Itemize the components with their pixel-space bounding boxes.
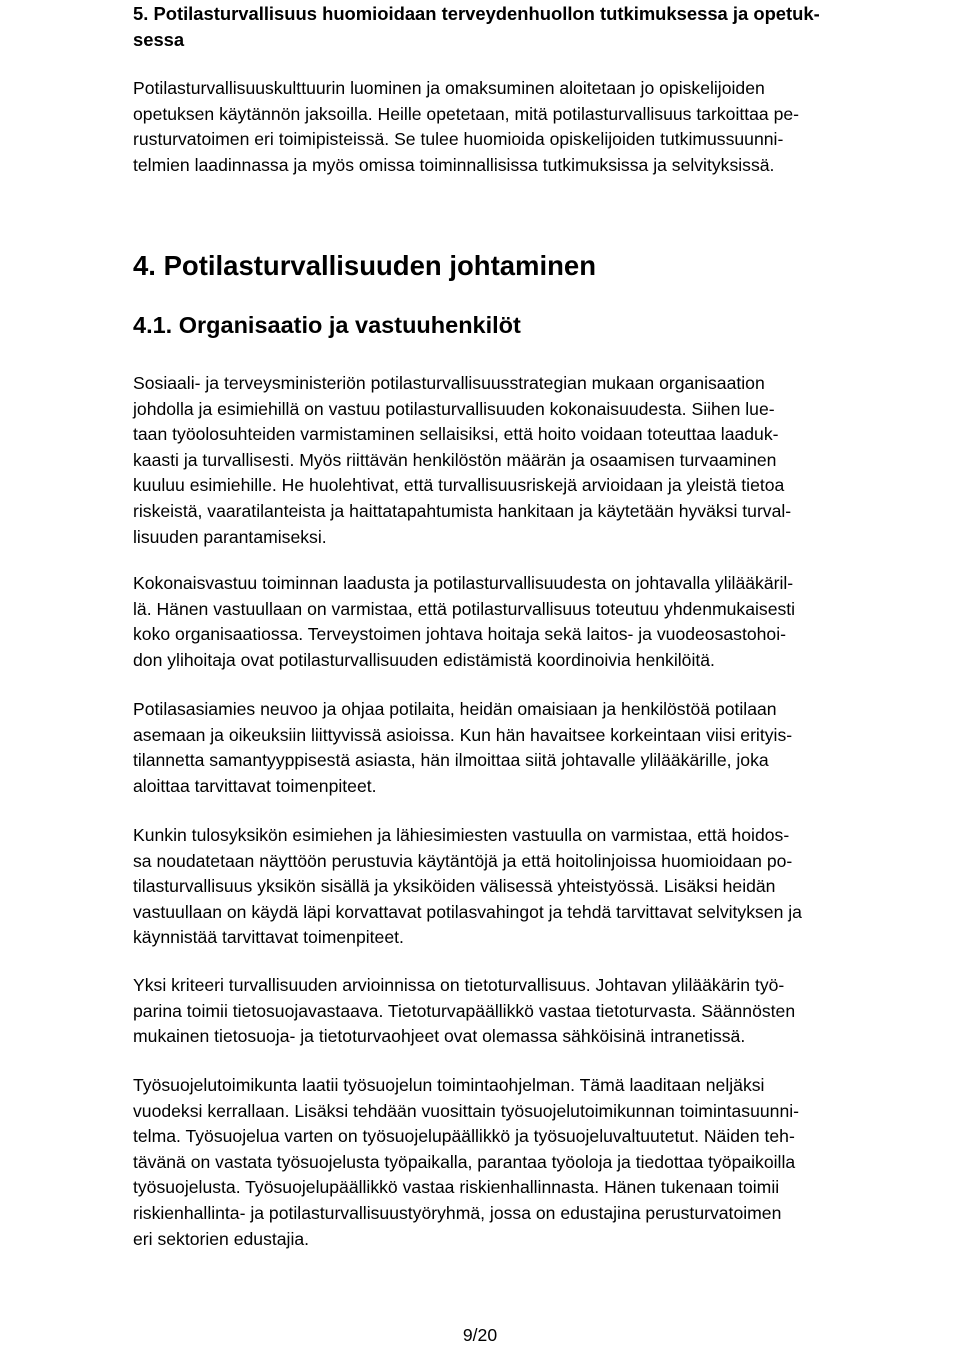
paragraph-overall-responsibility: Kokonaisvastuu toiminnan laadusta ja potilasturvallisuudesta on johtavalla ylilääkäril- lä. Hänen vastuullaan on varmistaa, että potilasturvallisuus toteutuu yhdenmukaisesti koko organisaatiossa. Terveystoimen johtava hoitaja sekä laitos- ja vuodeosastohoi- don ylihoitaja ovat potilasturvallisuuden edistämistä koordinoivia henkilöitä.: [133, 573, 796, 670]
paragraph-responsibility: Sosiaali- ja terveysministeriön potilasturvallisuusstrategian mukaan organisaation johdolla ja esimiehillä on vastuu potilasturvallisuuden kokonaisuudesta. Siihen lue- taan työolosuhteiden varmistaminen sellaisiksi, että hoito voidaan toteuttaa laaduk- kaasti ja turvallisesti. Myös riittävän henkilöstön määrän ja osaamisen turvaaminen kuuluu esimiehille. He huolehtivat, että turvallisuusriskejä arvioidaan ja yleistä tietoa riskeistä, vaaratilanteista ja haittatapahtumista hankitaan ja käytetään hyväksi turval- lisuuden parantamiseksi.: [133, 373, 792, 547]
paragraph-occupational-safety: Työsuojelutoimikunta laatii työsuojelun toimintaohjelman. Tämä laaditaan neljäksi vuodeksi kerrallaan. Lisäksi tehdään vuosittain työsuojelutoimikunnan toimintasuunni- telma. Työsuojelua varten on työsuojelupäällikkö ja työsuojeluvaltuutetut. Näiden teh- tävänä on vastata työsuojelusta työpaikalla, parantaa työoloja ja tiedottaa työpaikoilla työsuojelusta. Työsuojelupäällikkö vastaa riskienhallinnasta. Hänen tukenaan toimii riskienhallinta- ja potilasturvallisuustyöryhmä, jossa on edustajina perusturvatoimen eri sektorien edustajia.: [133, 1075, 800, 1249]
page-number: 9/20: [462, 1325, 498, 1345]
section-5-heading: 5. Potilasturvallisuus huomioidaan terveydenhuollon tutkimuksessa ja opetuk- sessa: [133, 3, 820, 50]
section-4-1-heading: 4.1. Organisaatio ja vastuuhenkilöt: [133, 312, 521, 338]
paragraph-information-security: Yksi kriteeri turvallisuuden arvioinnissa on tietoturvallisuus. Johtavan ylilääkärin työ- parina toimii tietosuojavastaava. Tietoturvapäällikkö vastaa tietoturvasta. Säännösten mukainen tietosuoja- ja tietoturvaohjeet ovat olemassa sähköisinä intranetissä.: [133, 975, 796, 1047]
section-4-heading: 4. Potilasturvallisuuden johtaminen: [133, 250, 597, 281]
paragraph-unit-supervisors: Kunkin tulosyksikön esimiehen ja lähiesimiesten vastuulla on varmistaa, että hoidos- sa noudatetaan näyttöön perustuvia käytäntöjä ja että hoitolinjoissa huomioidaan po- tilasturvallisuus yksikön sisällä ja yksiköiden välisessä yhteistyössä. Lisäksi heidän vastuullaan on käydä läpi korvattavat potilasvahingot ja tehdä tarvittavat selvityksen ja käynnistää tarvittavat toimenpiteet.: [133, 825, 802, 948]
section-5-paragraph: Potilasturvallisuuskulttuurin luominen ja omaksuminen aloitetaan jo opiskelijoiden opetuksen käytännön jaksoilla. Heille opetetaan, mitä potilasturvallisuus tarkoittaa pe- rusturvatoimen eri toimipisteissä. Se tulee huomioida opiskelijoiden tutkimussuunni- telmien laadinnassa ja myös omissa toiminnallisissa tutkimuksissa ja selvityksissä.: [133, 78, 800, 175]
paragraph-patient-ombudsman: Potilasasiamies neuvoo ja ohjaa potilaita, heidän omaisiaan ja henkilöstöä potilaan asemaan ja oikeuksiin liittyvissä asioissa. Kun hän havaitsee korkeintaan viisi erityis- tilannetta samantyyppisestä asiasta, hän ilmoittaa siitä johtavalle ylilääkärille, joka aloittaa tarvittavat toimenpiteet.: [133, 699, 793, 796]
